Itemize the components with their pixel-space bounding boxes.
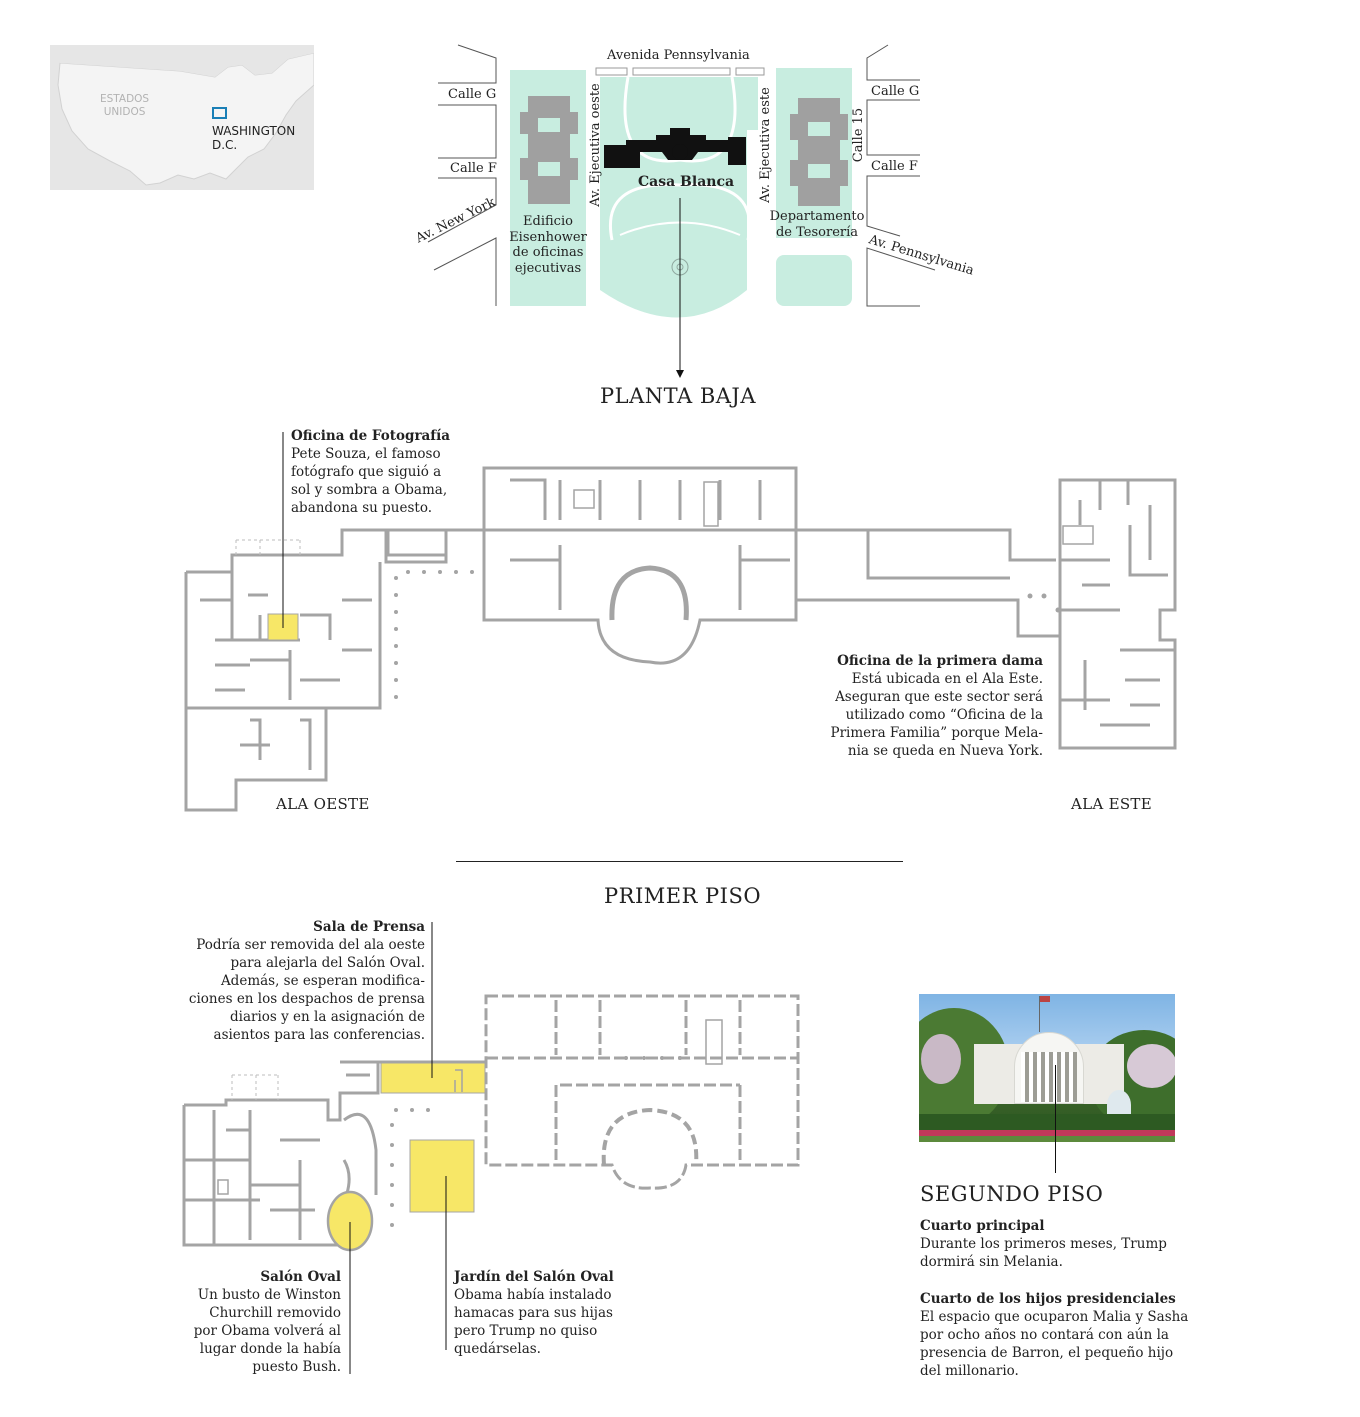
note-line: lugar donde la había [199,1341,341,1357]
note-title: Cuarto principal [920,1218,1045,1234]
segundo-piso-leader [1055,1065,1056,1173]
lawn-grass [919,1136,1175,1142]
note-line: ciones en los despachos de prensa [188,991,425,1007]
portico-columns [1021,1052,1077,1102]
eisenhower-label-line: ejecutivas [514,260,582,276]
note-line: Durante los primeros meses, Trump [920,1236,1167,1252]
eisenhower-label-line: Edificio [523,214,573,229]
note-line: pero Trump no quiso [454,1323,598,1339]
note-line: Podría ser removida del ala oeste [196,937,425,953]
note-line: Está ubicada en el Ala Este. [851,671,1043,687]
segundo-piso-title: SEGUNDO PISO [920,1182,1104,1206]
ala-este-label: ALA ESTE [1071,795,1152,813]
av-ejecutiva-este-label: Av. Ejecutiva este [757,87,773,203]
note-line: para alejarla del Salón Oval. [230,955,425,971]
note-line: del millonario. [920,1363,1019,1379]
note-title: Salón Oval [260,1269,341,1285]
planta-baja-title: PLANTA BAJA [600,384,756,408]
calle-15-label: Calle 15 [851,107,867,163]
note-line: Pete Souza, el famoso [291,446,441,462]
note-line: Un busto de Winston [197,1287,341,1303]
note-title: Oficina de Fotografía [291,428,450,444]
white-house-photo [919,994,1175,1142]
city-label-line: WASHINGTON [212,124,296,138]
note-line: Obama había instalado [454,1287,612,1303]
note-line: dormirá sin Melania. [920,1254,1063,1270]
avenue-top-label: Avenida Pennsylvania [607,48,750,63]
note-salon-oval [182,1268,341,1376]
note-line: Además, se esperan modifica- [220,973,425,989]
note-line: puesto Bush. [252,1359,341,1375]
country-label-line: ESTADOS [100,93,150,105]
note-cuarto-hijos [920,1290,1188,1380]
note-line: asientos para las conferencias. [213,1027,425,1043]
tree-right-blossom [1127,1044,1175,1088]
calle-f-left-label: Calle F [450,161,497,176]
note-title: Cuarto de los hijos presidenciales [920,1291,1176,1307]
note-line: sol y sombra a Obama, [291,482,448,498]
note-line: El espacio que ocuparon Malia y Sasha [920,1309,1189,1325]
note-sala-prensa [170,918,425,1044]
note-title: Jardín del Salón Oval [454,1269,614,1285]
jardin-highlight [410,1140,474,1212]
note-title: Oficina de la primera dama [837,653,1043,669]
note-line: por Obama volverá al [193,1323,341,1339]
city-label-line: D.C. [212,138,238,152]
tesoreria-label-line: de Tesorería [775,224,859,240]
note-line: quedárselas. [454,1341,541,1357]
primer-piso-title: PRIMER PISO [604,884,762,908]
eisenhower-label-line: Eisenhower [509,229,587,245]
calle-f-right-label: Calle F [871,159,918,174]
eisenhower-label-line: de oficinas [512,245,584,260]
casa-blanca-label: Casa Blanca [638,174,735,190]
note-title: Sala de Prensa [313,919,425,935]
note-line: abandona su puesto. [291,500,433,516]
note-line: utilizado como “Oficina de la [845,707,1043,723]
note-line: por ocho años no contará con aún la [920,1327,1169,1343]
note-cuarto-principal [920,1217,1167,1271]
tesoreria-label-line: Departamento [769,209,865,224]
note-line: nia se queda en Nueva York. [847,743,1043,759]
note-line: Churchill removido [209,1305,341,1321]
note-line: hamacas para sus hijas [454,1305,613,1321]
note-jardin [454,1268,614,1358]
note-line: Primera Familia” porque Mela- [830,725,1043,741]
ala-oeste-label: ALA OESTE [276,795,370,813]
tree-left-blossom [921,1034,961,1084]
note-line: fotógrafo que siguió a [291,464,442,480]
note-line: Aseguran que este sector será [835,689,1043,705]
country-label-line: UNIDOS [103,106,146,118]
sala-prensa-highlight [381,1063,485,1093]
av-ejecutiva-oeste-label: Av. Ejecutiva oeste [587,83,603,207]
calle-g-right-label: Calle G [871,84,920,99]
av-new-york-label: Av. New York [413,194,498,247]
note-line: diarios y en la asignación de [230,1009,425,1025]
flag [1040,996,1050,1002]
calle-g-left-label: Calle G [448,87,497,102]
av-pennsylvania-label: Av. Pennsylvania [866,232,976,279]
note-line: presencia de Barron, el pequeño hijo [920,1345,1174,1361]
